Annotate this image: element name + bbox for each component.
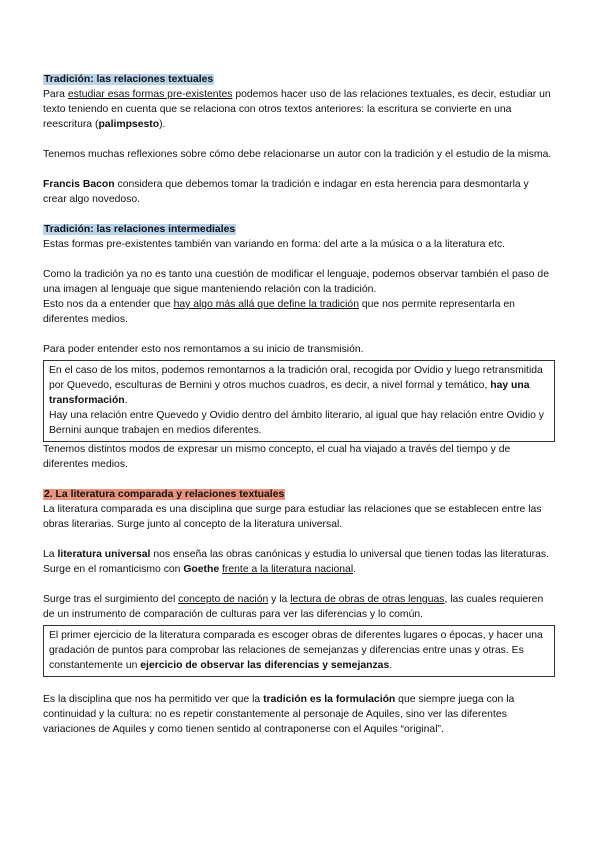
heading-text: Tradición: las relaciones textuales: [44, 74, 214, 85]
underlined-text: estudiar esas formas pre-existentes: [67, 89, 233, 100]
paragraph: [43, 547, 555, 577]
bold-text: Francis Bacon: [43, 179, 115, 190]
paragraph: La literatura comparada es una disciplina que surge para estudiar las relaciones que se establecen entre las obras literarias. Surge junto al concepto de la literatura universal.: [43, 504, 542, 530]
section-heading-relaciones-textuales: [43, 72, 555, 87]
paragraph: [43, 297, 555, 327]
heading-text: Tradición: las relaciones intermediales: [44, 224, 236, 235]
text-run: y la: [268, 594, 291, 605]
bold-text: palimpsesto: [98, 119, 160, 130]
bold-text: literatura universal: [57, 549, 151, 560]
text-run: ).: [159, 119, 166, 130]
underlined-text: hay algo más allá que define la tradición: [173, 299, 359, 310]
paragraph: Tenemos muchas reflexiones sobre cómo debe relacionarse un autor con la tradición y el estudio de la misma.: [43, 149, 552, 160]
text-run: Esto nos da a entender que: [43, 299, 174, 310]
paragraph: [43, 692, 555, 737]
boxed-note-mitos: [43, 360, 555, 442]
paragraph: Para poder entender esto nos remontamos a su inicio de transmisión.: [43, 344, 364, 355]
paragraph: Como la tradición ya no es tanto una cuestión de modificar el lenguaje, podemos observar también el paso de una imagen al lenguaje que sigue manteniendo relación con la tradición.: [43, 269, 549, 295]
text-run: .: [353, 564, 357, 575]
section-heading-literatura-comparada: [43, 487, 555, 502]
text-run: considera que debemos tomar la tradición e indagar en esta herencia para desmontarla y crear algo novedoso.: [43, 179, 529, 205]
text-run: El primer ejercicio de la literatura comparada es escoger obras de diferentes lugares o épocas, y hacer una gradación de puntos para comprobar las relaciones de semejanzas y diferencias entre unas y otras. Es constantemente un: [49, 630, 543, 671]
bold-text: tradición es la formulación: [263, 694, 396, 705]
text-run: En el caso de los mitos, podemos remontarnos a la tradición oral, recogida por Ovidio y luego retransmitida por Quevedo, esculturas de Bernini y otros muchos cuadros, es decir, a nivel formal y temático,: [49, 365, 543, 391]
text-run: Surge tras el surgimiento del: [43, 594, 179, 605]
text-run: La: [43, 549, 58, 560]
paragraph: Estas formas pre-existentes también van variando en forma: del arte a la música o a la literatura etc.: [43, 239, 506, 250]
section-heading-relaciones-intermediales: [43, 222, 555, 237]
text-run: podemos hacer uso de las relaciones textuales, es decir, estudiar un texto teniendo en cuenta que se relaciona con otros textos anteriores: la escritura se convierte en una reescritura (: [43, 89, 551, 130]
box-paragraph: [49, 363, 549, 408]
text-run: .: [389, 660, 393, 671]
underlined-text: concepto de nación: [178, 594, 269, 605]
paragraph: Tenemos distintos modos de expresar un mismo concepto, el cual ha viajado a través del tiempo y de diferentes medios.: [43, 444, 511, 470]
bold-text: ejercicio de observar las diferencias y semejanzas: [140, 660, 390, 671]
heading-text: 2. La literatura comparada y relaciones textuales: [44, 489, 285, 500]
paragraph: [43, 87, 555, 132]
paragraph: [43, 592, 555, 622]
underlined-text: frente a la literatura nacional: [222, 564, 354, 575]
text-run: que siempre juega con la continuidad y la cultura: no es repetir constantemente al personaje de Aquiles, sino ver las diferentes variaciones de Aquiles y como tienen sentido al contraponerse con el Aquiles “original”.: [43, 694, 515, 735]
text-run: Para: [43, 89, 68, 100]
text-run: nos enseña las obras canónicas y estudia lo universal que tienen todas las literaturas. Surge en el romanticismo con: [43, 549, 549, 575]
paragraph: [43, 177, 555, 207]
text-run: .: [124, 395, 128, 406]
text-run: Es la disciplina que nos ha permitido ver que la: [43, 694, 264, 705]
bold-text: Goethe: [183, 564, 220, 575]
bold-text: hay una transformación: [49, 380, 530, 406]
text-run: , las cuales requieren de un instrumento de comparación de culturas para ver las diferencias y lo común.: [43, 594, 544, 620]
document-page: [43, 72, 555, 737]
underlined-text: lectura de obras de otras lenguas: [290, 594, 445, 605]
boxed-note-ejercicio: [43, 625, 555, 677]
box-paragraph: [49, 628, 549, 673]
text-run: que nos permite representarla en diferentes medios.: [43, 299, 515, 325]
box-paragraph: Hay una relación entre Quevedo y Ovidio dentro del ámbito literario, al igual que hay relación entre Ovidio y Bernini aunque trabajen en medios diferentes.: [49, 410, 544, 436]
